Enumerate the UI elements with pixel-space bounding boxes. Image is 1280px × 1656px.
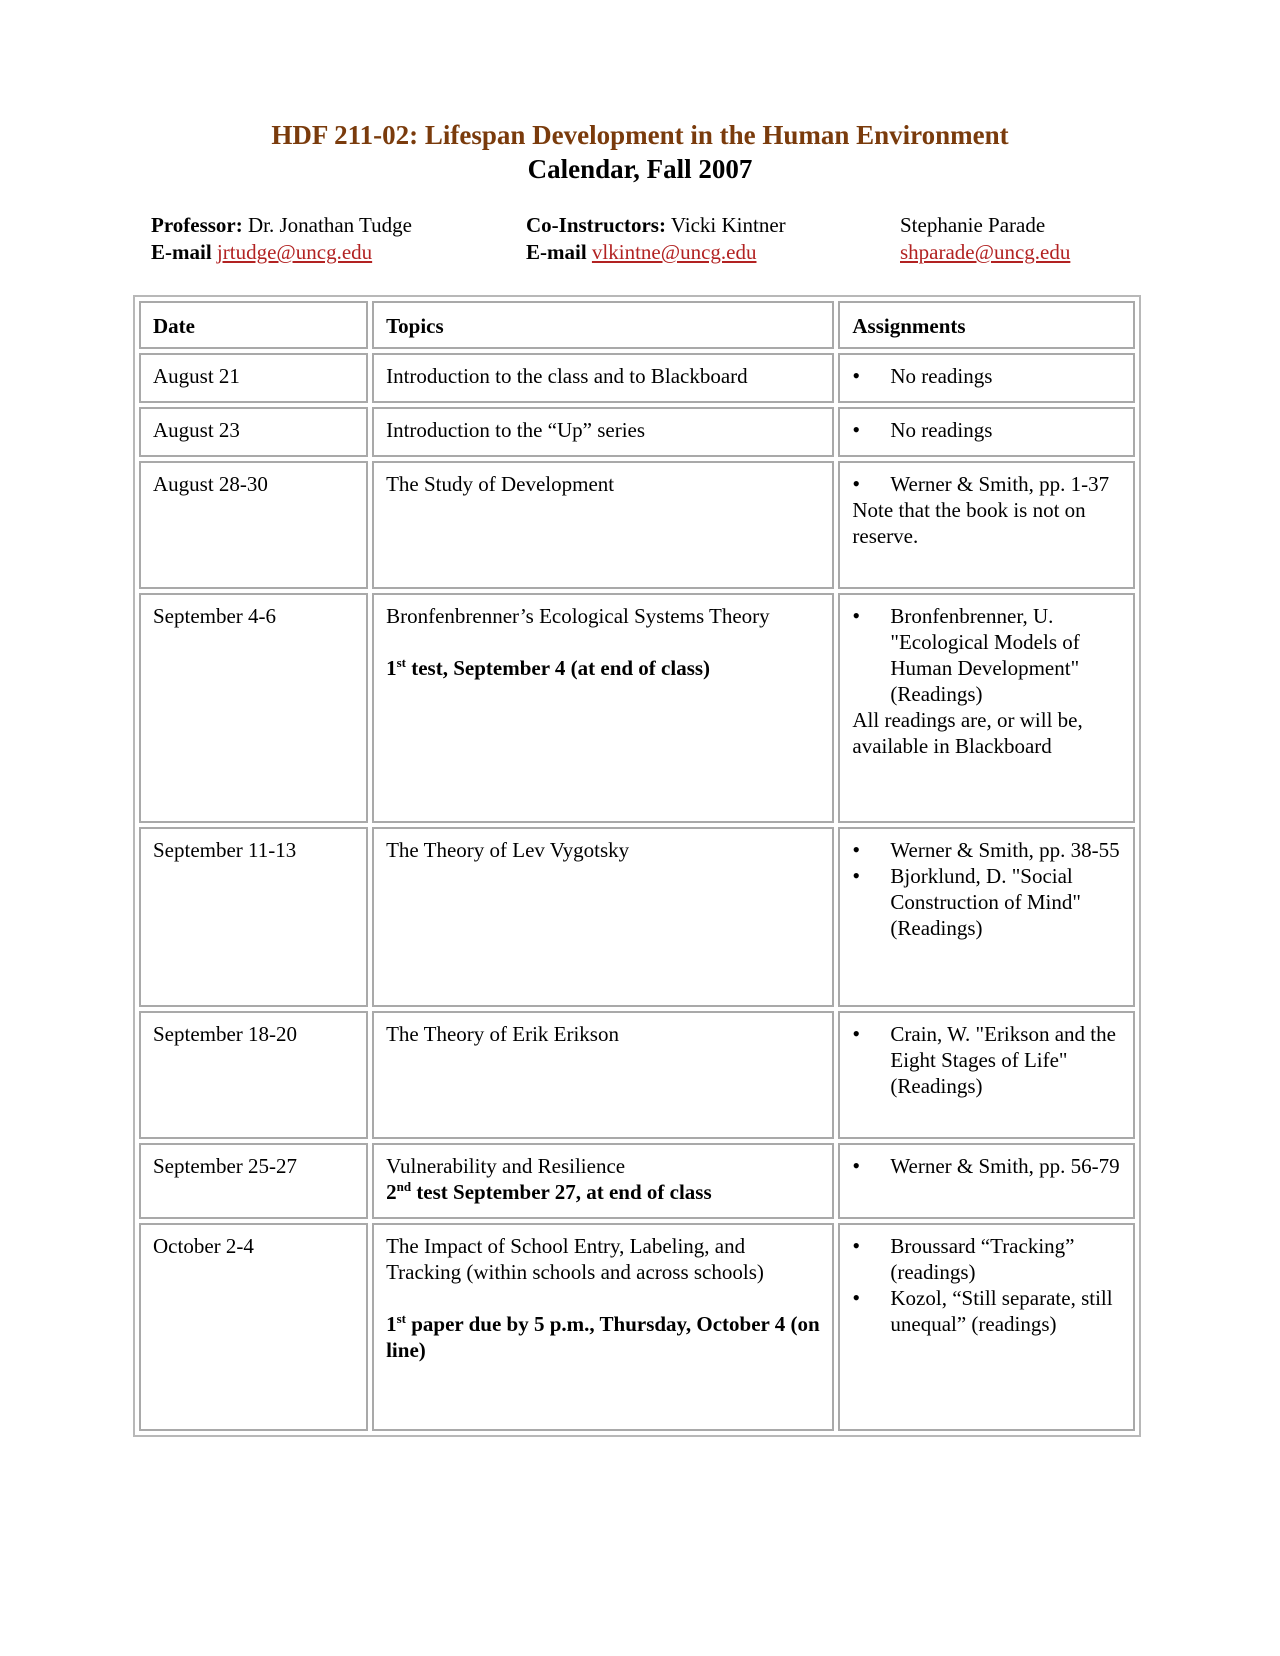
assignment-note: All readings are, or will be, available in Blackboard (852, 708, 1083, 758)
table-row (139, 353, 1135, 403)
table-row (139, 827, 1135, 1007)
row-topic: The Theory of Lev Vygotsky (372, 827, 834, 1007)
assignment-item: • Bjorklund, D. "Social Construction of Mind" (Readings) (852, 863, 1121, 941)
table-row (139, 461, 1135, 589)
coinstructor2-name: Stephanie Parade (900, 213, 1046, 237)
assignment-item: • Kozol, “Still separate, still unequal” (readings) (852, 1285, 1121, 1337)
row-date: September 11-13 (139, 827, 368, 1007)
row-topic: The Theory of Erik Erikson (372, 1011, 834, 1139)
row-date: August 28-30 (139, 461, 368, 589)
row-date: September 4-6 (139, 593, 368, 823)
header-assignments: Assignments (838, 301, 1135, 349)
calendar-subtitle: Calendar, Fall 2007 (527, 154, 753, 184)
test-announcement: 2nd test September 27, at end of class (386, 1179, 712, 1204)
row-topic-cell (372, 1223, 834, 1431)
table-row (139, 593, 1135, 823)
assignment-item: • Crain, W. "Erikson and the Eight Stages of Life" (Readings) (852, 1021, 1121, 1099)
row-assignments (838, 1143, 1135, 1219)
assignment-item: • Bronfenbrenner, U. "Ecological Models of Human Development" (Readings) (852, 603, 1121, 707)
row-assignments (838, 353, 1135, 403)
row-assignments (838, 1223, 1135, 1431)
coinstructor1-email-link[interactable]: vlkintne@uncg.edu (591, 240, 757, 264)
document-title (0, 118, 1280, 186)
row-assignments (838, 593, 1135, 823)
coinstructor-info (526, 212, 786, 266)
coinstructor2-info (900, 212, 1070, 266)
paper-due-announcement: 1st paper due by 5 p.m., Thursday, October 4 (on line) (386, 1311, 820, 1362)
professor-label: Professor: (151, 213, 243, 237)
table-row (139, 1143, 1135, 1219)
assignment-item: • Werner & Smith, pp. 56-79 (852, 1153, 1121, 1179)
course-title: HDF 211-02: Lifespan Development in the Human Environment (271, 120, 1009, 150)
row-topic-cell (372, 593, 834, 823)
professor-email-label: E-mail (151, 240, 212, 264)
row-topic: Introduction to the “Up” series (372, 407, 834, 457)
row-topic: The Impact of School Entry, Labeling, and Tracking (within schools and across schools) (386, 1234, 764, 1284)
assignment-item: • No readings (852, 417, 1121, 443)
table-row (139, 407, 1135, 457)
row-date: August 23 (139, 407, 368, 457)
professor-email-link[interactable]: jrtudge@uncg.edu (216, 240, 373, 264)
row-date: September 25-27 (139, 1143, 368, 1219)
coinstructor2-email-link[interactable]: shparade@uncg.edu (900, 240, 1071, 264)
table-row (139, 1223, 1135, 1431)
coinstructors-label: Co-Instructors: (526, 213, 666, 237)
calendar-table (133, 295, 1141, 1437)
table-row (139, 1011, 1135, 1139)
row-topic-cell (372, 1143, 834, 1219)
assignment-item: • Werner & Smith, pp. 1-37 (852, 471, 1121, 497)
header-topics: Topics (372, 301, 834, 349)
assignment-item: • No readings (852, 363, 1121, 389)
row-topic: Bronfenbrenner’s Ecological Systems Theory (386, 604, 770, 628)
assignment-note: Note that the book is not on reserve. (852, 498, 1086, 548)
row-assignments (838, 1011, 1135, 1139)
row-assignments (838, 461, 1135, 589)
row-assignments (838, 407, 1135, 457)
assignment-item: • Werner & Smith, pp. 38-55 (852, 837, 1121, 863)
professor-name: Dr. Jonathan Tudge (248, 213, 412, 237)
row-assignments (838, 827, 1135, 1007)
header-date: Date (139, 301, 368, 349)
table-header-row (139, 301, 1135, 349)
row-topic: Introduction to the class and to Blackboard (372, 353, 834, 403)
row-topic: Vulnerability and Resilience (386, 1154, 626, 1178)
row-date: October 2-4 (139, 1223, 368, 1431)
coinstructor1-email-label: E-mail (526, 240, 587, 264)
row-date: August 21 (139, 353, 368, 403)
professor-info (151, 212, 412, 266)
row-date: September 18-20 (139, 1011, 368, 1139)
row-topic: The Study of Development (372, 461, 834, 589)
assignment-item: • Broussard “Tracking” (readings) (852, 1233, 1121, 1285)
test-announcement: 1st test, September 4 (at end of class) (386, 655, 711, 680)
coinstructor1-name: Vicki Kintner (670, 213, 786, 237)
